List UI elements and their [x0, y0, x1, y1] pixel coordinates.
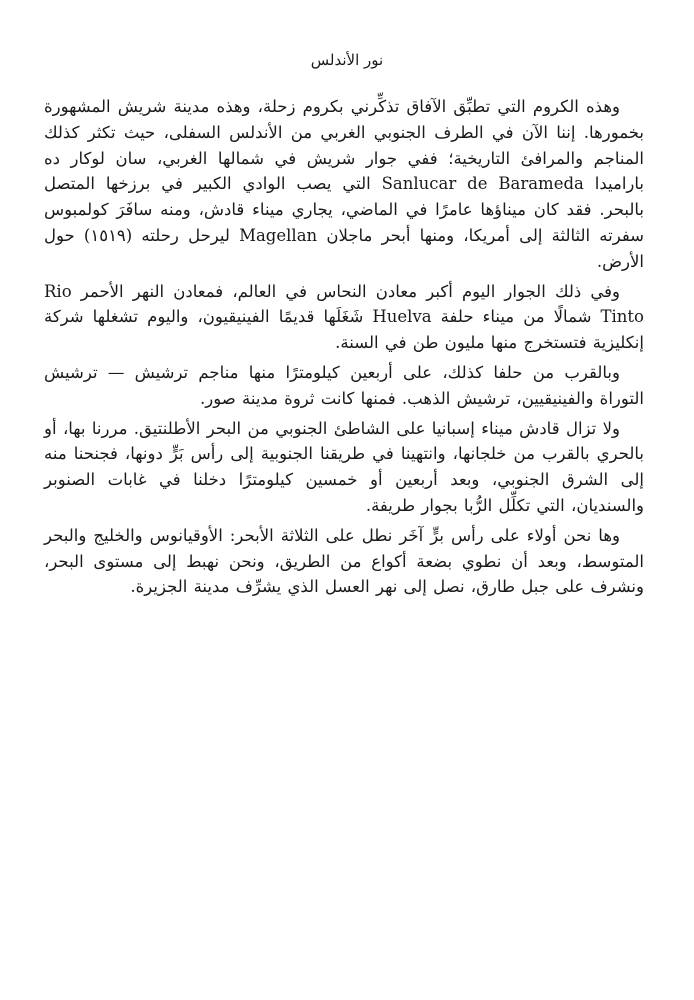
running-header: نور الأندلس — [310, 51, 384, 69]
paragraph: ولا تزال قادش ميناء إسبانيا على الشاطئ الجنوبي من البحر الأطلنتيق. مررنا بها، أو بالحري بالقرب من خلجانها، وانتهينا في طريقنا الجنوبية إلى رأس بَرٍّ دونها، فجنحنا منه إلى الشرق الجنوبي، وبعد أربعين أو خمسين كيلومترًا دخلنا في غابات الصنوبر والسنديان، التي تكلِّل الرُّبا بجوار طريفة. — [44, 418, 644, 515]
paragraph: وبالقرب من حلفا كذلك، على أربعين كيلومترًا منها مناجم ترشيش — ترشيش التوراة والفينيقيين، ترشيش الذهب. فمنها كانت ثروة مدينة صور. — [44, 362, 644, 408]
paragraph: وهذه الكروم التي تطبِّق الآفاق تذكِّرني بكروم زحلة، وهذه مدينة شريش المشهورة بخمورها. إننا الآن في الطرف الجنوبي الغربي من الأندلس السفلى، حيث تكثر كذلك المناجم والمرافئ التاريخية؛ ففي جوار شريش في شمالها الغربي، سان لوكار ده باراميدا Sanlucar de Barameda التي يصب الوادي الكبير في برزخها المتصل بالبحر. فقد كان ميناؤها عامرًا في الماضي، يجاري ميناء قادش، ومنه سافَرَ كولمبوس سفرته الثالثة إلى أمريكا، ومنها أبحر ماجلان Magellan ليرحل رحلته (١٥١٩) حول الأرض. — [44, 97, 644, 271]
paragraph: وفي ذلك الجوار اليوم أكبر معادن النحاس في العالم، فمعادن النهر الأحمر Rio Tinto شمالًا من ميناء حلفة Huelva شَغَلَها قديمًا الفينيقيون، واليوم تشغلها شركة إنكليزية فتستخرج منها مليون طن في السنة. — [44, 281, 644, 353]
paragraph: وها نحن أولاء على رأس برٍّ آخَر نطل على الثلاثة الأبحر: الأوقيانوس والخليج والبحر المتوسط، وبعد أن نطوي بضعة أكواع من الطريق، ونحن نهبط إلى مستوى البحر، ونشرف على جبل طارق، نصل إلى نهر العسل الذي يشرِّف مدينة الجزيرة. — [44, 525, 644, 597]
body-text — [44, 94, 644, 604]
